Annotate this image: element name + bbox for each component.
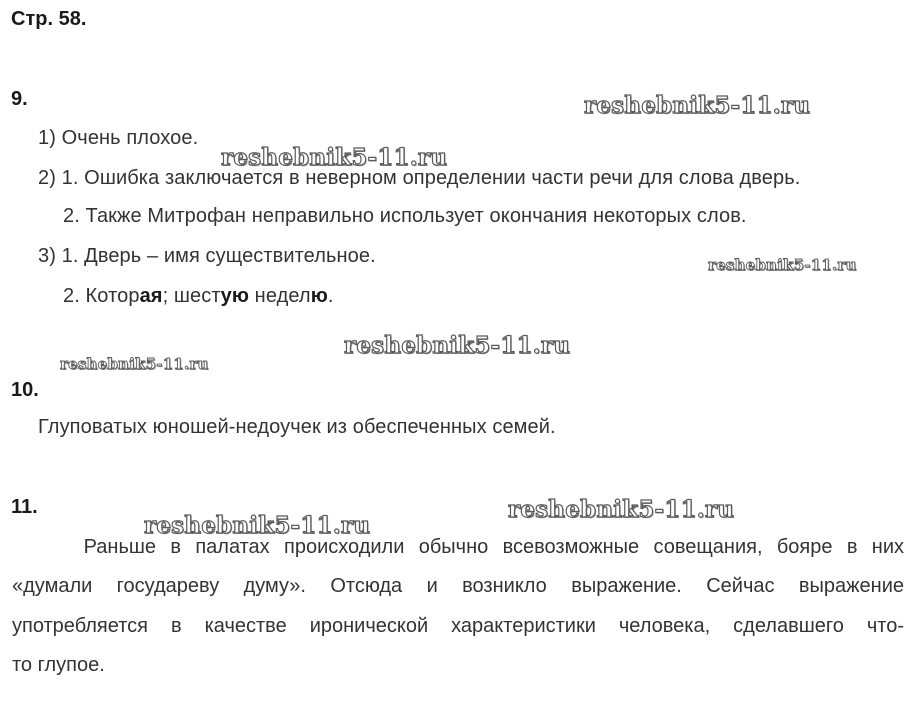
watermark: reshebnik5-11.ru	[708, 256, 857, 274]
ending-1: ая	[139, 285, 163, 307]
watermark: reshebnik5-11.ru	[344, 332, 571, 359]
task11-line-2: «думали государеву думу». Отсюда и возникло выражение. Сейчас выражение	[12, 575, 904, 597]
ending-sep-1: ; шест	[162, 285, 221, 307]
watermark: reshebnik5-11.ru	[584, 92, 811, 119]
watermark: reshebnik5-11.ru	[60, 355, 209, 373]
watermark: reshebnik5-11.ru	[144, 512, 371, 539]
page-label: Стр. 58.	[11, 8, 87, 30]
task10-text: Глуповатых юношей-недоучек из обеспеченных семей.	[38, 416, 556, 438]
ending-3: ю	[310, 285, 328, 307]
ending-sep-2: недел	[249, 285, 311, 307]
task10-number: 10.	[11, 379, 39, 401]
ending-line-prefix: 2. Котор	[63, 285, 140, 307]
task9-item-1: 1) Очень плохое.	[38, 127, 199, 149]
task11-line-4: то глупое.	[12, 654, 105, 676]
task9-item-2-1: 2) 1. Ошибка заключается в неверном определении части речи для слова дверь.	[38, 167, 801, 189]
watermark: reshebnik5-11.ru	[221, 144, 448, 171]
task11-line-1: Раньше в палатах происходили обычно всевозможные совещания, бояре в них	[12, 536, 904, 558]
task9-item-2-2: 2. Также Митрофан неправильно использует окончания некоторых слов.	[63, 205, 747, 227]
watermark: reshebnik5-11.ru	[508, 496, 735, 523]
ending-2: ую	[220, 285, 250, 307]
task11-number: 11.	[11, 496, 38, 518]
task9-item-3-1: 3) 1. Дверь – имя существительное.	[38, 245, 376, 267]
task9-number: 9.	[11, 88, 28, 110]
task11-line-3: употребляется в качестве иронической характеристики человека, сделавшего что-	[12, 615, 904, 637]
ending-line-suffix: .	[327, 285, 334, 307]
task9-item-3-2	[63, 285, 334, 308]
